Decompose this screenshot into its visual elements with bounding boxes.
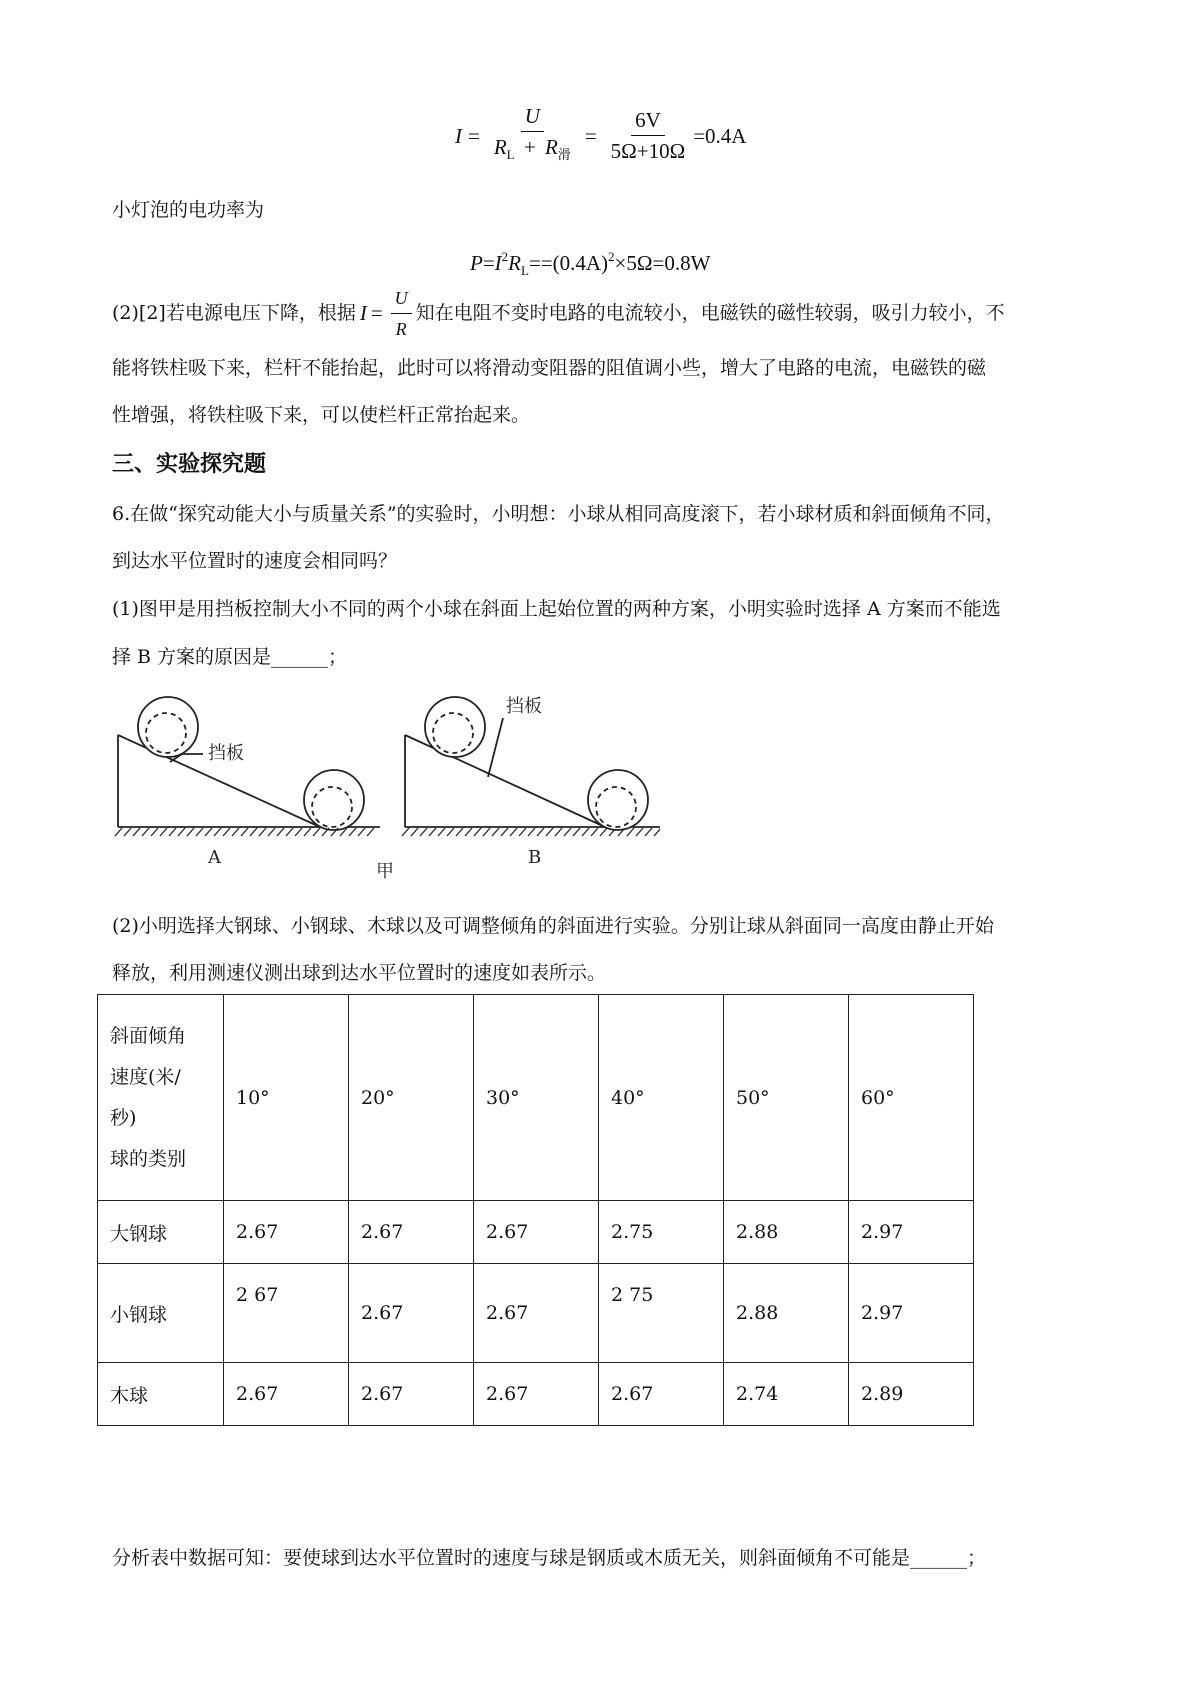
hatch-mark <box>313 828 320 836</box>
power-intro-text: 小灯泡的电功率为 <box>112 199 265 221</box>
table-header-corner <box>98 995 224 1201</box>
hatch-mark <box>178 828 185 836</box>
fraction-numerator: U <box>391 286 412 314</box>
hatch-mark <box>250 828 257 836</box>
angle-header: 40° <box>599 995 724 1201</box>
hatch-mark <box>241 828 248 836</box>
hatch-mark <box>564 828 571 836</box>
speed-cell: 2.67 <box>349 1201 474 1264</box>
speed-cell: 2.67 <box>349 1363 474 1426</box>
paragraph-text: (2)[2]若电源电压下降，根据 <box>112 302 356 324</box>
speed-cell: 2.97 <box>849 1264 974 1363</box>
formula-symbol: = <box>370 301 383 325</box>
hatch-mark <box>636 828 643 836</box>
hatch-mark <box>528 828 535 836</box>
hatch-mark <box>133 828 140 836</box>
hatch-mark <box>268 828 275 836</box>
hatch-mark <box>582 828 589 836</box>
formula-result: =0.4A <box>693 123 747 148</box>
hatch-mark <box>349 828 356 836</box>
power-formula <box>470 245 710 283</box>
header-line: 秒) <box>110 1106 137 1129</box>
angle-header: 60° <box>849 995 974 1201</box>
speed-cell: 2.67 <box>224 1201 349 1264</box>
table-row <box>98 1264 974 1363</box>
fraction <box>490 104 575 167</box>
angle-header: 50° <box>724 995 849 1201</box>
formula-symbol: I <box>455 123 462 148</box>
speed-cell: 2.75 <box>599 1201 724 1264</box>
fraction-denominator: 5Ω+10Ω <box>610 139 686 163</box>
hatch-mark <box>115 828 122 836</box>
speed-cell: 2.67 <box>224 1363 349 1426</box>
hatch-mark <box>483 828 490 836</box>
ground-hatching <box>115 828 660 836</box>
speed-cell: 2.74 <box>724 1363 849 1426</box>
hatch-mark <box>124 828 131 836</box>
paragraph-text: 能将铁柱吸下来，栏杆不能抬起，此时可以将滑动变阻器的阻值调小些，增大了电路的电流，电磁铁的磁 <box>112 357 987 379</box>
speed-data-table <box>97 994 974 1426</box>
hatch-mark <box>546 828 553 836</box>
formula-symbol: I <box>359 301 367 325</box>
formula-symbol: = <box>584 123 597 148</box>
hatch-mark <box>600 828 607 836</box>
speed-cell: 2 67 <box>224 1264 349 1363</box>
formula-subscript: L <box>521 263 529 278</box>
hatch-mark <box>160 828 167 836</box>
fraction-denominator: R <box>395 318 407 339</box>
hatch-mark <box>187 828 194 836</box>
scheme-a-diagram <box>118 697 380 830</box>
ball-type-cell: 大钢球 <box>98 1201 224 1264</box>
formula-subscript: L <box>506 147 515 162</box>
question-text: (2)小明选择大钢球、小钢球、木球以及可调整倾角的斜面进行实验。分别让球从斜面同一高度由静止开始 <box>112 915 994 937</box>
fraction-numerator: U <box>521 104 544 132</box>
hatch-mark <box>223 828 230 836</box>
hatch-mark <box>411 828 418 836</box>
hatch-mark <box>429 828 436 836</box>
question-text: 分析表中数据可知：要使球到达水平位置时的速度与球是钢质或木质无关，则斜面倾角不可能是______； <box>112 1547 987 1569</box>
hatch-mark <box>447 828 454 836</box>
formula-symbol: =(0.4A) <box>540 251 609 275</box>
section-heading: 三、实验探究题 <box>112 452 267 477</box>
paragraph-text: 知在电阻不变时电路的电流较小，电磁铁的磁性较弱，吸引力较小，不 <box>415 302 1005 324</box>
speed-cell: 2.67 <box>474 1201 599 1264</box>
question-text: 6.在做“探究动能大小与质量关系”的实验时，小明想：小球从相同高度滚下，若小球材质和斜面倾角不同， <box>112 503 1005 525</box>
hatch-mark <box>232 828 239 836</box>
hatch-mark <box>205 828 212 836</box>
hatch-mark <box>591 828 598 836</box>
angle-header: 20° <box>349 995 474 1201</box>
formula-symbol: = <box>528 251 541 275</box>
speed-cell: 2.88 <box>724 1201 849 1264</box>
hatch-mark <box>358 828 365 836</box>
hatch-mark <box>438 828 445 836</box>
hatch-mark <box>492 828 499 836</box>
fraction-numerator: 6V <box>631 108 665 136</box>
scheme-b-label: B <box>528 847 542 868</box>
hatch-mark <box>420 828 427 836</box>
hatch-mark <box>142 828 149 836</box>
hatch-mark <box>151 828 158 836</box>
current-formula <box>455 104 746 167</box>
formula-symbol: I <box>494 251 502 275</box>
hatch-mark <box>402 828 409 836</box>
formula-symbol: = <box>468 123 480 148</box>
angle-header: 10° <box>224 995 349 1201</box>
scheme-a-label: A <box>208 847 221 868</box>
formula-symbol: R <box>544 135 558 159</box>
formula-symbol: + <box>523 135 536 159</box>
header-line: 速度(米/ <box>110 1065 181 1088</box>
speed-cell: 2.89 <box>849 1363 974 1426</box>
formula-superscript: 2 <box>608 249 615 264</box>
hatch-mark <box>537 828 544 836</box>
hatch-mark <box>277 828 284 836</box>
board-label-a: 挡板 <box>208 743 244 764</box>
formula-result: ×5Ω=0.8W <box>614 251 711 275</box>
question-text: 释放，利用测速仪测出球到达水平位置时的速度如表所示。 <box>112 962 607 984</box>
angle-header: 30° <box>474 995 599 1201</box>
hatch-mark <box>573 828 580 836</box>
hatch-mark <box>259 828 266 836</box>
fraction <box>607 108 690 163</box>
fraction <box>391 286 412 341</box>
formula-symbol: R <box>508 251 521 275</box>
ball-type-cell: 木球 <box>98 1363 224 1426</box>
speed-cell: 2 75 <box>599 1264 724 1363</box>
formula-subscript: 滑 <box>557 147 571 162</box>
hatch-mark <box>474 828 481 836</box>
header-line: 球的类别 <box>110 1147 187 1170</box>
hatch-mark <box>555 828 562 836</box>
hatch-mark <box>456 828 463 836</box>
formula-superscript: 2 <box>501 249 509 264</box>
hatch-mark <box>196 828 203 836</box>
hatch-mark <box>367 828 374 836</box>
speed-cell: 2.88 <box>724 1264 849 1363</box>
formula-symbol: = <box>482 251 495 275</box>
hatch-mark <box>295 828 302 836</box>
table-row <box>98 1363 974 1426</box>
speed-cell: 2.67 <box>474 1264 599 1363</box>
speed-cell: 2.67 <box>349 1264 474 1363</box>
table-row <box>98 1201 974 1264</box>
question-text: 到达水平位置时的速度会相同吗？ <box>112 550 398 572</box>
figure-caption: 甲 <box>376 861 394 882</box>
hatch-mark <box>169 828 176 836</box>
incline-figure <box>100 690 660 890</box>
speed-cell: 2.97 <box>849 1201 974 1264</box>
formula-symbol: R <box>493 135 507 159</box>
hatch-mark <box>645 828 652 836</box>
header-line: 斜面倾角 <box>110 1024 187 1047</box>
board-label-b: 挡板 <box>506 696 542 717</box>
hatch-mark <box>465 828 472 836</box>
fraction-denominator <box>490 132 575 167</box>
table-header-row <box>98 995 974 1201</box>
answer-paragraph-line <box>112 286 1005 340</box>
hatch-mark <box>286 828 293 836</box>
paragraph-text: 性增强，将铁柱吸下来，可以使栏杆正常抬起来。 <box>112 404 531 426</box>
hatch-mark <box>519 828 526 836</box>
speed-cell: 2.67 <box>599 1363 724 1426</box>
hatch-mark <box>654 828 660 836</box>
hatch-mark <box>510 828 517 836</box>
speed-cell: 2.67 <box>474 1363 599 1426</box>
question-text: 择 B 方案的原因是______； <box>112 646 348 668</box>
question-text: (1)图甲是用挡板控制大小不同的两个小球在斜面上起始位置的两种方案，小明实验时选择 A 方案而不能选 <box>112 598 1001 620</box>
hatch-mark <box>304 828 311 836</box>
hatch-mark <box>501 828 508 836</box>
hatch-mark <box>214 828 221 836</box>
ball-type-cell: 小钢球 <box>98 1264 224 1363</box>
formula-symbol: P <box>470 251 483 275</box>
